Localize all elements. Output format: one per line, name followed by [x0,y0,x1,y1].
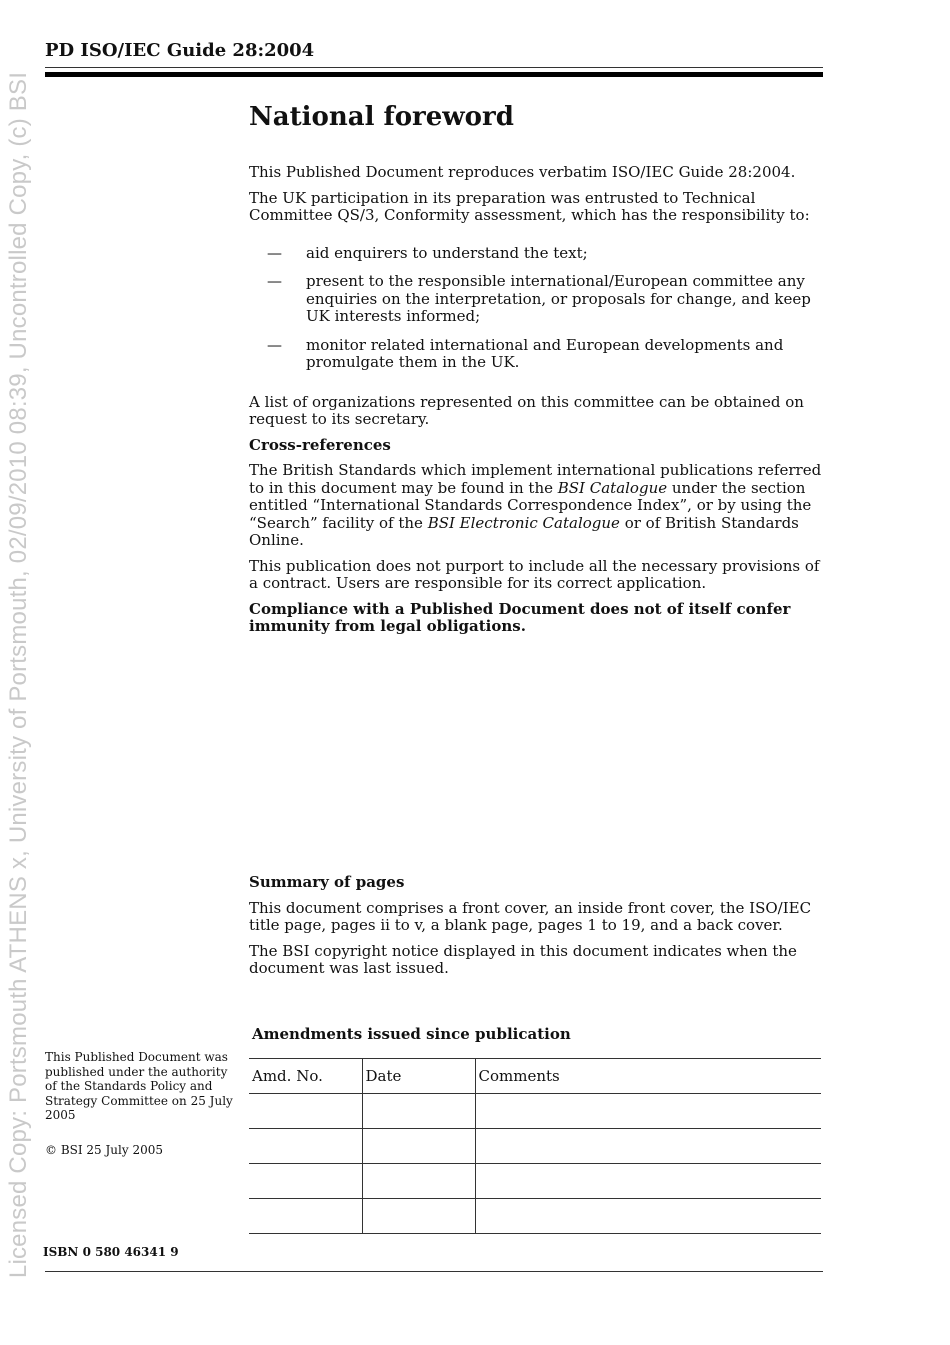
cross-references-heading: Cross-references [249,435,391,454]
dash-marker: — [267,272,282,290]
table-row [249,1164,821,1199]
list-item-text: aid enquirers to understand the text; [306,243,588,262]
provisions-paragraph: This publication does not purport to include all the necessary provisions of a contract. Users are responsible for its correct application. [249,556,820,592]
isbn-number: ISBN 0 580 46341 9 [43,1245,179,1259]
table-cell [249,1094,362,1129]
bsi-catalogue-title: BSI Catalogue [557,478,668,497]
cross-references-paragraph: The British Standards which implement international publications referred to in this document may be found in the BSI Catalogue under the section entitled “International Standards Correspondence Index”, or by using the “Search” facility of the BSI Electronic Catalogue or of British Standards Online. [249,461,822,549]
compliance-statement: Compliance with a Published Document does not of itself confer immunity from legal obligations. [249,599,791,635]
committee-paragraph: The UK participation in its preparation was entrusted to Technical Committee QS/3, Conformity assessment, which has the responsibility to: [249,188,810,224]
summary-section [249,874,824,986]
table-cell [249,1199,362,1234]
foreword-body [249,164,824,644]
table-cell [475,1199,821,1234]
column-header-comments: Comments [475,1059,821,1094]
copyright-line: © BSI 25 July 2005 [45,1143,164,1157]
table-cell [362,1199,475,1234]
table-row [249,1129,821,1164]
table-row [249,1199,821,1234]
amendments-title: Amendments issued since publication [252,1025,571,1043]
document-id: PD ISO/IEC Guide 28:2004 [45,40,315,61]
responsibility-list [249,245,824,372]
table-cell [249,1129,362,1164]
column-header-amd-no: Amd. No. [249,1059,362,1094]
publication-note: This Published Document was published under the authority of the Standards Policy and Strategy Committee on 25 July 2005 [45,1050,233,1122]
list-item [249,273,824,326]
page-title: National foreword [249,102,514,132]
table-cell [362,1129,475,1164]
list-item [249,337,824,372]
licensed-copy-watermark: Licensed Copy: Portsmouth ATHENS x, University of Portsmouth, 02/09/2010 08:39, Uncontrolled Copy, (c) BSI [5,71,32,1279]
summary-paragraph: This document comprises a front cover, an inside front cover, the ISO/IEC title page, pages ii to v, a blank page, pages 1 to 19, and a back cover. [249,898,812,934]
list-item [249,245,824,263]
table-row [249,1094,821,1129]
table-cell [475,1164,821,1199]
committee-list-paragraph: A list of organizations represented on this committee can be obtained on request to its secretary. [249,392,804,428]
copyright-notice-paragraph: The BSI copyright notice displayed in this document indicates when the document was last issued. [249,941,797,977]
bsi-electronic-catalogue-title: BSI Electronic Catalogue [427,513,620,532]
column-header-date: Date [362,1059,475,1094]
table-cell [475,1129,821,1164]
dash-marker: — [267,243,282,262]
table-cell [362,1164,475,1199]
header-rule-thick [45,72,823,77]
table-cell [249,1164,362,1199]
table-cell [362,1094,475,1129]
intro-paragraph: This Published Document reproduces verbatim ISO/IEC Guide 28:2004. [249,163,796,181]
dash-marker: — [267,335,282,354]
footer-rule [45,1271,823,1272]
amendments-table [249,1058,821,1234]
summary-heading: Summary of pages [249,873,405,891]
table-header-row [249,1059,821,1094]
list-item-text: present to the responsible international/European committee any enquiries on the interpretation, or proposals for change, and keep UK interests informed; [306,272,811,325]
table-cell [475,1094,821,1129]
header-rule-thin [45,67,823,68]
list-item-text: monitor related international and European developments and promulgate them in the UK. [306,335,784,371]
